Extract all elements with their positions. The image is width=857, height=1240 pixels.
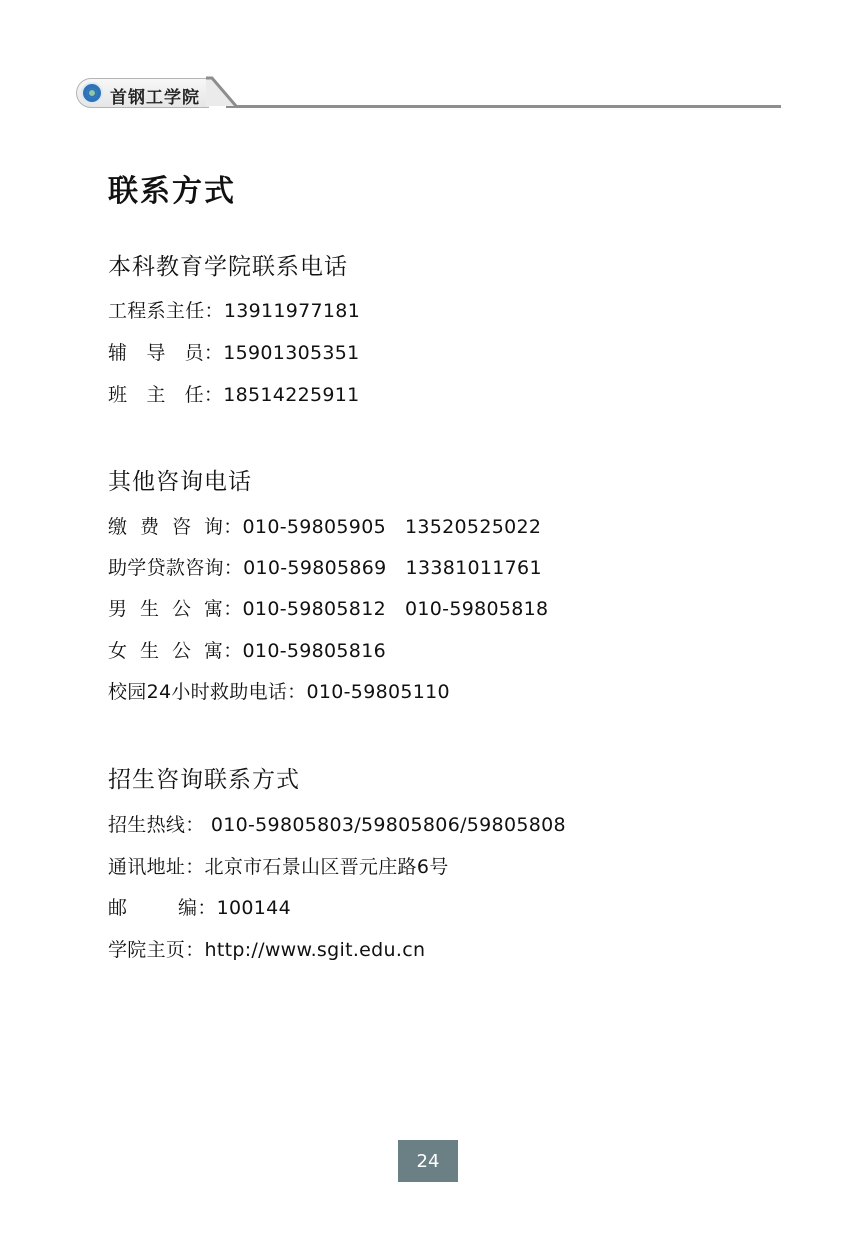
contact-line bbox=[108, 338, 360, 365]
contact-label: 助学贷款咨询： bbox=[108, 557, 244, 579]
school-name: 首钢工学院 bbox=[110, 88, 200, 108]
contact-line bbox=[108, 296, 360, 323]
page-number: 24 bbox=[398, 1140, 458, 1182]
contact-value: 010-59805803/59805806/59805808 bbox=[210, 814, 566, 836]
contact-value: 18514225911 bbox=[223, 384, 360, 406]
contact-label: 通讯地址： bbox=[108, 856, 205, 878]
contact-label: 学院主页： bbox=[108, 939, 205, 961]
contact-line bbox=[108, 512, 541, 539]
contact-value: 010-59805816 bbox=[242, 640, 386, 662]
contact-value: 100144 bbox=[216, 897, 291, 919]
website-link[interactable]: http://www.sgit.edu.cn bbox=[204, 939, 426, 961]
contact-line bbox=[108, 893, 291, 920]
contact-label: 工程系主任： bbox=[108, 300, 224, 322]
school-logo-icon bbox=[81, 82, 103, 104]
contact-label: 缴 费 咨 询： bbox=[108, 516, 243, 538]
section-title-undergrad: 本科教育学院联系电话 bbox=[108, 254, 348, 280]
contact-value: 010-59805869 13381011761 bbox=[243, 557, 542, 579]
contact-label: 班 主 任： bbox=[108, 384, 224, 406]
contact-label: 辅 导 员： bbox=[108, 342, 224, 364]
contact-value: 010-59805812 010-59805818 bbox=[242, 598, 549, 620]
contact-value: 13911977181 bbox=[223, 300, 361, 322]
contact-line bbox=[108, 852, 449, 879]
page-header bbox=[76, 72, 780, 112]
contact-label: 男 生 公 寓： bbox=[108, 598, 243, 620]
contact-line bbox=[108, 553, 542, 580]
contact-line bbox=[108, 380, 360, 407]
contact-value: 北京市石景山区晋元庄路6号 bbox=[204, 856, 449, 878]
header-tab-slant bbox=[206, 72, 246, 112]
contact-label: 女 生 公 寓： bbox=[108, 640, 243, 662]
contact-value: 010-59805110 bbox=[306, 681, 450, 703]
section-title-other: 其他咨询电话 bbox=[108, 469, 252, 495]
page-title: 联系方式 bbox=[108, 174, 236, 209]
section-title-admissions: 招生咨询联系方式 bbox=[108, 767, 300, 793]
header-rule bbox=[226, 105, 781, 108]
contact-line bbox=[108, 935, 425, 962]
contact-label: 邮 编： bbox=[108, 897, 217, 919]
contact-label: 招生热线： bbox=[108, 814, 211, 836]
header-tab bbox=[76, 78, 209, 108]
contact-value: 15901305351 bbox=[223, 342, 360, 364]
contact-line bbox=[108, 636, 386, 663]
contact-line bbox=[108, 677, 450, 704]
contact-line bbox=[108, 594, 548, 621]
contact-line bbox=[108, 810, 566, 837]
contact-value: 010-59805905 13520525022 bbox=[242, 516, 542, 538]
contact-label: 校园24小时救助电话： bbox=[108, 681, 307, 703]
